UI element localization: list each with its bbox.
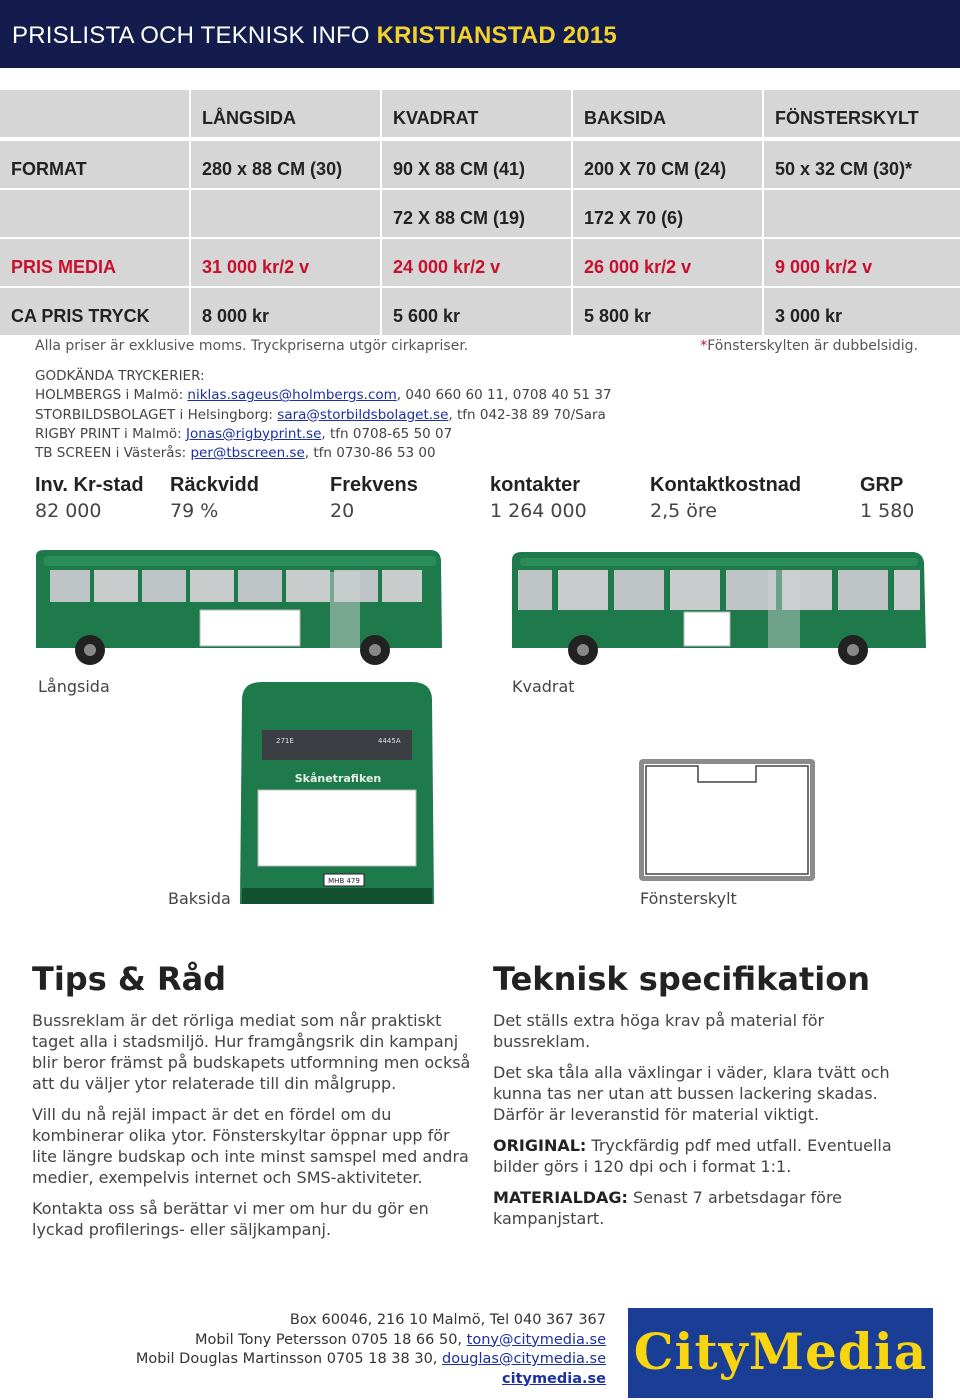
window-sign-diagram <box>638 758 816 882</box>
table-cell: 5 600 kr <box>382 288 571 335</box>
row-label-format: FORMAT <box>0 141 189 188</box>
table-cell: 5 800 kr <box>573 288 762 335</box>
stat-value: 2,5 öre <box>650 500 717 522</box>
window-sign-note-text: Fönsterskylten är dubbelsidig. <box>707 338 918 354</box>
printer-item: HOLMBERGS i Malmö: niklas.sageus@holmbergs.com, 040 660 60 11, 0708 40 51 37 <box>35 387 612 404</box>
email-link-tony[interactable]: tony@citymedia.se <box>466 1331 606 1348</box>
table-row-header <box>0 90 960 137</box>
asterisk: * <box>700 338 708 354</box>
tips-heading: Tips & Råd <box>32 960 227 998</box>
table-row-format-alt <box>0 190 960 237</box>
approved-printers <box>35 367 612 463</box>
rear-number-1: 271E <box>276 737 294 745</box>
printers-heading: GODKÄNDA TRYCKERIER: <box>35 368 205 384</box>
contact-line: Mobil Douglas Martinsson 0705 18 38 30, douglas@citymedia.se <box>135 1351 606 1367</box>
spec-paragraph: ORIGINAL: Tryckfärdig pdf med utfall. Eventuella bilder görs i 120 dpi och i format 1:1. <box>493 1136 892 1176</box>
table-cell: 280 x 88 CM (30) <box>191 141 380 188</box>
rear-number-2: 4445A <box>378 737 401 745</box>
license-plate: MHB 479 <box>328 877 360 885</box>
table-row-format <box>0 141 960 188</box>
stat-header: Frekvens <box>330 474 418 496</box>
printer-email-link[interactable]: Jonas@rigbyprint.se <box>186 425 322 442</box>
table-cell: 24 000 kr/2 v <box>382 239 571 286</box>
table-cell <box>764 190 960 237</box>
stat-header: GRP <box>860 474 904 496</box>
table-cell: 31 000 kr/2 v <box>191 239 380 286</box>
column-header-baksida: BAKSIDA <box>573 90 762 137</box>
row-label-pris-media: PRIS MEDIA <box>0 239 189 286</box>
tips-paragraph: Bussreklam är det rörliga mediat som når praktiskt taget alla i stadsmiljö. Hur framgångsrik din kampanj blir beror främst på budskapets utformning men också att du väljer ytor relaterade till din målgrupp. <box>32 1011 471 1093</box>
table-cell: 8 000 kr <box>191 288 380 335</box>
printer-email-link[interactable]: niklas.sageus@holmbergs.com <box>187 387 397 404</box>
stat-header: Kontaktkostnad <box>650 474 802 496</box>
column-header-kvadrat: KVADRAT <box>382 90 571 137</box>
spec-paragraph: Det ska tåla alla växlingar i väder, klara tvätt och kunna tas ner utan att bussen lackering skadas. Därför är leveranstid för material viktigt. <box>493 1063 890 1124</box>
table-cell: 200 X 70 CM (24) <box>573 141 762 188</box>
title-city: KRISTIANSTAD 2015 <box>376 22 617 49</box>
window-sign-note <box>700 338 918 354</box>
price-note: Alla priser är exklusive moms. Tryckpriserna utgör cirkapriser. <box>35 338 469 354</box>
stat-value: 20 <box>330 500 355 522</box>
citymedia-logo <box>628 1308 933 1398</box>
contact-address: Box 60046, 216 10 Malmö, Tel 040 367 367 <box>289 1312 606 1328</box>
table-row-pris-tryck <box>0 288 960 335</box>
printer-item: TB SCREEN i Västerås: per@tbscreen.se, tfn 0730-86 53 00 <box>35 445 436 462</box>
printer-item: RIGBY PRINT i Malmö: Jonas@rigbyprint.se, tfn 0708-65 50 07 <box>35 425 453 442</box>
row-label-pris-tryck: CA PRIS TRYCK <box>0 288 189 335</box>
table-cell <box>0 190 189 237</box>
table-row-pris-media <box>0 239 960 286</box>
printer-item: STORBILDSBOLAGET i Helsingborg: sara@storbildsbolaget.se, tfn 042-38 89 70/Sara <box>35 406 606 423</box>
page-title: PRISLISTA OCH TEKNISK INFO KRISTIANSTAD 2015 <box>12 22 617 49</box>
caption-kvadrat: Kvadrat <box>512 677 575 696</box>
printer-email-link[interactable]: sara@storbildsbolaget.se <box>277 406 449 423</box>
bus-rear-baksida-image <box>232 678 442 910</box>
table-cell: 26 000 kr/2 v <box>573 239 762 286</box>
rear-operator-name: Skånetrafiken <box>294 772 382 785</box>
table-cell <box>191 190 380 237</box>
stat-header: Räckvidd <box>170 474 259 496</box>
contact-block <box>0 1311 606 1389</box>
stat-value: 1 264 000 <box>490 500 587 522</box>
website-link[interactable]: citymedia.se <box>502 1370 606 1387</box>
tips-column <box>32 1010 474 1250</box>
stat-value: 82 000 <box>35 500 102 522</box>
caption-langsida: Långsida <box>38 677 110 696</box>
spec-label-materialdag: MATERIALDAG: <box>493 1188 628 1207</box>
stat-header: Inv. Kr-stad <box>35 474 144 496</box>
tips-paragraph: Vill du nå rejäl impact är det en fördel om du kombinerar olika ytor. Fönsterskyltar öppnar upp för lite längre budskap och inte minst samspel med andra medier, exempelvis internet och SMS-aktiviteter. <box>32 1105 469 1187</box>
caption-fonsterskylt: Fönsterskylt <box>640 889 737 908</box>
column-header-langsida: LÅNGSIDA <box>191 90 380 137</box>
table-cell: 9 000 kr/2 v <box>764 239 960 286</box>
stat-header: kontakter <box>490 474 581 496</box>
page-header <box>0 0 960 68</box>
spec-label-original: ORIGINAL: <box>493 1136 587 1155</box>
reach-stats <box>35 474 935 530</box>
table-cell: 172 X 70 (6) <box>573 190 762 237</box>
table-cell: 90 X 88 CM (41) <box>382 141 571 188</box>
email-link-douglas[interactable]: douglas@citymedia.se <box>442 1351 606 1367</box>
column-header-fonsterskylt: FÖNSTERSKYLT <box>764 90 960 137</box>
table-cell <box>0 90 189 137</box>
bus-side-kvadrat-image <box>508 548 930 668</box>
contact-line: Mobil Tony Petersson 0705 18 66 50, tony@citymedia.se <box>194 1331 606 1348</box>
tips-paragraph: Kontakta oss så berättar vi mer om hur du gör en lyckad profilerings- eller säljkampanj. <box>32 1199 429 1239</box>
table-cell: 50 x 32 CM (30)* <box>764 141 960 188</box>
table-cell: 72 X 88 CM (19) <box>382 190 571 237</box>
logo-text: CityMedia <box>633 1322 928 1381</box>
spec-column <box>493 1010 923 1239</box>
spec-paragraph: Det ställs extra höga krav på material för bussreklam. <box>493 1011 825 1051</box>
stat-value: 1 580 <box>860 500 915 522</box>
spec-paragraph: MATERIALDAG: Senast 7 arbetsdagar före kampanjstart. <box>493 1188 843 1228</box>
caption-baksida: Baksida <box>168 889 231 908</box>
spec-heading: Teknisk specifikation <box>493 960 870 998</box>
printer-email-link[interactable]: per@tbscreen.se <box>190 445 305 462</box>
table-cell: 3 000 kr <box>764 288 960 335</box>
bus-side-langsida-image <box>30 548 445 668</box>
stat-value: 79 % <box>170 500 219 522</box>
